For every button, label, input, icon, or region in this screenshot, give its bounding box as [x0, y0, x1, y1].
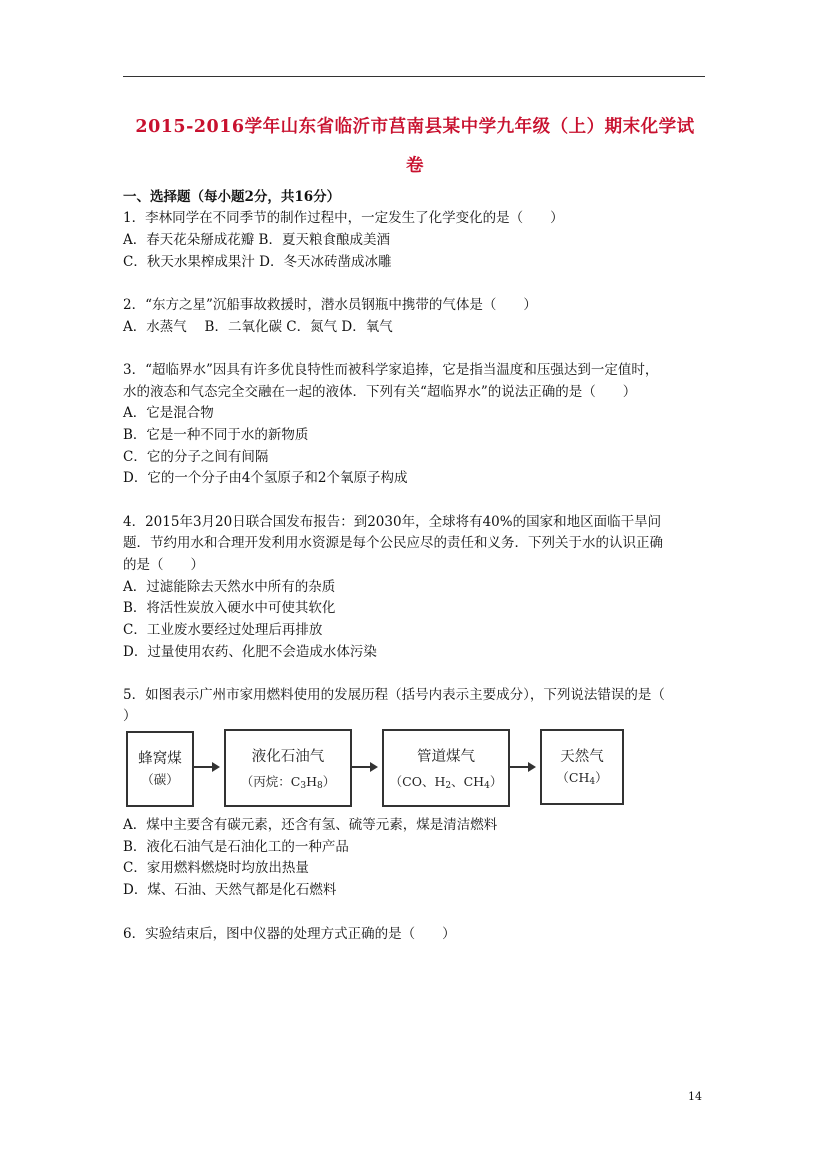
question-5-stem: 5．如图表示广州市家用燃料使用的发展历程（括号内表示主要成分），下列说法错误的是（	[123, 687, 665, 703]
question-3-option-b: B．它是一种不同于水的新物质	[123, 427, 309, 443]
flow-arrow	[194, 766, 218, 768]
flow-box-name: 天然气	[560, 749, 604, 765]
question-3-stem-cont: 水的液态和气态完全交融在一起的液体．下列有关“超临界水”的说法正确的是（ ）	[123, 384, 637, 400]
section-heading: 一、选择题（每小题2分，共16分）	[123, 189, 341, 205]
flow-arrow	[510, 766, 534, 768]
question-1-stem: 1．李林同学在不同季节的制作过程中，一定发生了化学变化的是（ ）	[123, 210, 564, 226]
question-1-options-cd: C．秋天水果榨成果汁 D．冬天冰砖凿成冰雕	[123, 254, 392, 270]
question-5-stem-cont: ）	[123, 708, 137, 724]
question-3-option-a: A．它是混合物	[123, 405, 214, 421]
question-5-option-b: B．液化石油气是石油化工的一种产品	[123, 839, 349, 855]
fuel-history-diagram	[126, 729, 624, 807]
flow-box-component: （CO、$H_2$、$CH_4$）	[389, 774, 503, 791]
flow-box-name: 液化石油气	[251, 749, 325, 765]
page-number: 14	[688, 1090, 702, 1103]
flow-arrow	[352, 766, 376, 768]
flow-box-name: 蜂窝煤	[138, 751, 182, 767]
flow-box-component: （碳）	[141, 772, 179, 787]
question-1-options-ab: A．春天花朵掰成花瓣 B．夏天粮食酿成美酒	[123, 232, 390, 248]
question-5-option-a: A．煤中主要含有碳元素，还含有氢、硫等元素，煤是清洁燃料	[123, 817, 498, 833]
flow-box-lpg	[224, 729, 352, 807]
question-4-option-c: C．工业废水要经过处理后再排放	[123, 622, 323, 638]
question-4-stem-cont: 题．节约用水和合理开发利用水资源是每个公民应尽的责任和义务．下列关于水的认识正确	[123, 535, 663, 551]
question-2-stem: 2．“东方之星”沉船事故救援时，潜水员钢瓶中携带的气体是（ ）	[123, 297, 537, 313]
question-5-option-d: D．煤、石油、天然气都是化石燃料	[123, 882, 337, 898]
page-title-continued: 卷	[406, 156, 424, 176]
flow-box-component: $(CH_4)$	[556, 770, 608, 787]
question-4-stem: 4．2015年3月20日联合国发布报告：到2030年，全球将有40%的国家和地区面临干旱问	[123, 514, 662, 530]
question-3-option-d: D．它的一个分子由4个氢原子和2个氧原子构成	[123, 470, 408, 486]
question-4-option-d: D．过量使用农药、化肥不会造成水体污染	[123, 644, 377, 660]
flow-box-name: 管道煤气	[417, 749, 475, 765]
question-3-option-c: C．它的分子之间有间隔	[123, 449, 269, 465]
question-5-option-c: C．家用燃料燃烧时均放出热量	[123, 860, 309, 876]
question-4-stem-end: 的是（ ）	[123, 557, 204, 573]
question-6-stem: 6．实验结束后，图中仪器的处理方式正确的是（ ）	[123, 926, 456, 942]
page-title: 2015-2016学年山东省临沂市莒南县某中学九年级（上）期末化学试	[135, 117, 695, 137]
flow-box-pipeline-gas	[382, 729, 510, 807]
flow-box-natural-gas	[540, 729, 624, 805]
flow-box-component: （丙烷：$C_3H_8$）	[240, 774, 336, 791]
question-3-stem: 3．“超临界水”因具有许多优良特性而被科学家追捧，它是指当温度和压强达到一定值时，	[123, 362, 659, 378]
question-4-option-a: A．过滤能除去天然水中所有的杂质	[123, 579, 336, 595]
header-rule	[123, 76, 705, 77]
flow-box-honeycomb-coal	[126, 731, 194, 807]
question-2-options: A．水蒸气 B．二氧化碳 C．氮气 D．氧气	[123, 319, 393, 335]
question-4-option-b: B．将活性炭放入硬水中可使其软化	[123, 600, 336, 616]
